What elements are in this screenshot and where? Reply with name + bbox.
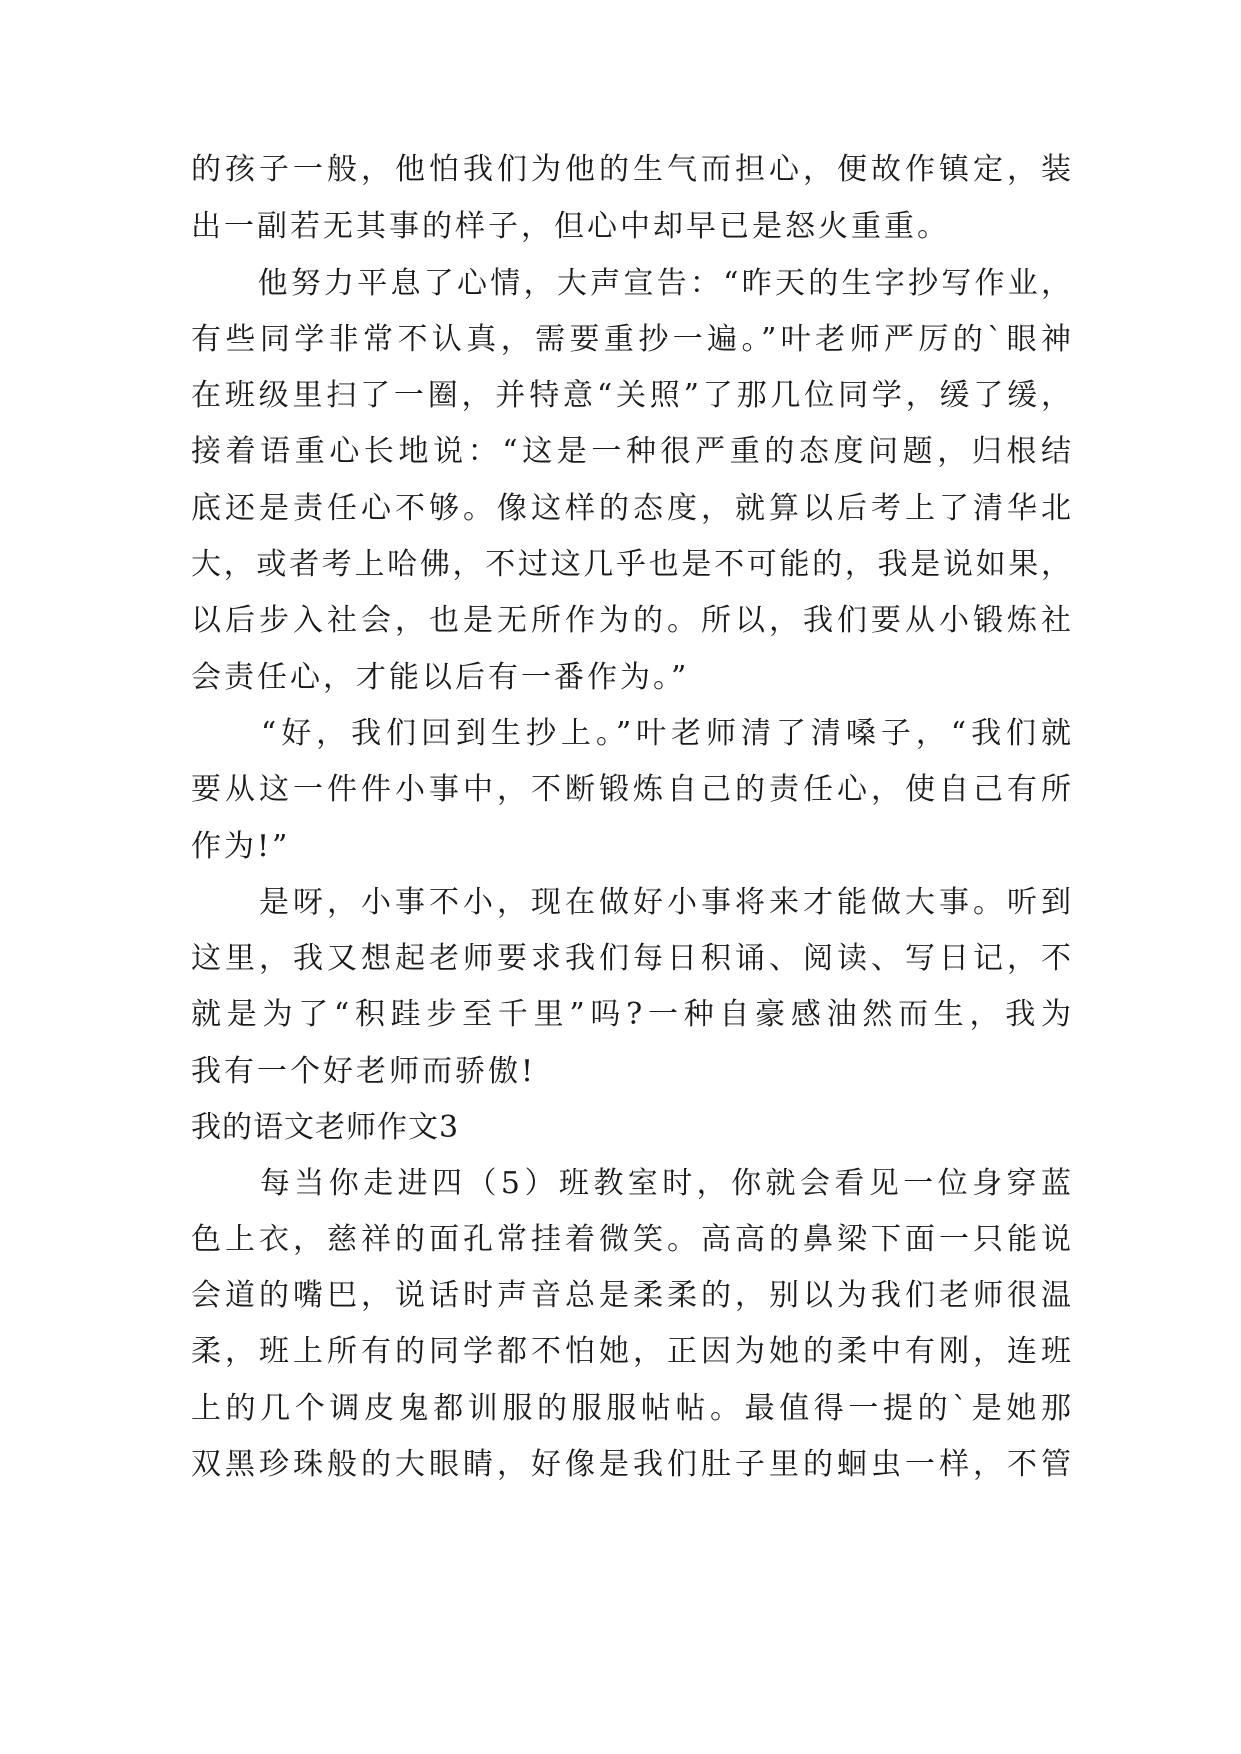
text-line: 底还是责任心不够。像这样的态度，就算以后考上了清华北 [191,491,1071,526]
text-line: 会道的嘴巴，说话时声音总是柔柔的，别以为我们老师很温 [191,1278,1071,1313]
text-line: 有些同学非常不认真，需要重抄一遍。”叶老师严厉的`眼神 [191,322,1071,357]
text-line: 出一副若无其事的样子，但心中却早已是怒火重重。 [191,209,950,244]
text-line: 就是为了“积跬步至千里”吗?一种自豪感油然而生，我为 [191,997,1071,1032]
text-line: 每当你走进四（5）班教室时，你就会看见一位身穿蓝 [191,1166,1071,1201]
text-line: 以后步入社会，也是无所作为的。所以，我们要从小锻炼社 [191,603,1071,638]
text-line: 要从这一件件小事中，不断锻炼自己的责任心，使自己有所 [191,772,1071,807]
text-line: 上的几个调皮鬼都训服的服服帖帖。最值得一提的`是她那 [191,1391,1071,1426]
section-heading: 我的语文老师作文3 [191,1110,460,1145]
text-line: 的孩子一般，他怕我们为他的生气而担心，便故作镇定，装 [191,152,1071,187]
text-line: 会责任心，才能以后有一番作为。” [191,660,690,695]
text-line: “好，我们回到生抄上。”叶老师清了清嗓子，“我们就 [191,716,1071,751]
text-line: 这里，我又想起老师要求我们每日积诵、阅读、写日记，不 [191,941,1071,976]
text-line: 色上衣，慈祥的面孔常挂着微笑。高高的鼻梁下面一只能说 [191,1222,1071,1257]
text-line: 他努力平息了心情，大声宣告：“昨天的生字抄写作业， [191,266,1071,301]
text-line: 是呀，小事不小，现在做好小事将来才能做大事。听到 [191,885,1071,920]
text-line: 大，或者考上哈佛，不过这几乎也是不可能的，我是说如果， [191,547,1071,582]
text-line: 作为!” [191,829,291,864]
text-line: 柔，班上所有的同学都不怕她，正因为她的柔中有刚，连班 [191,1334,1071,1369]
text-line: 我有一个好老师而骄傲! [191,1054,537,1089]
text-line: 在班级里扫了一圈，并特意“关照”了那几位同学，缓了缓， [191,378,1071,413]
text-line: 接着语重心长地说：“这是一种很严重的态度问题，归根结 [191,434,1071,469]
text-line: 双黑珍珠般的大眼睛，好像是我们肚子里的蛔虫一样，不管 [191,1447,1071,1482]
